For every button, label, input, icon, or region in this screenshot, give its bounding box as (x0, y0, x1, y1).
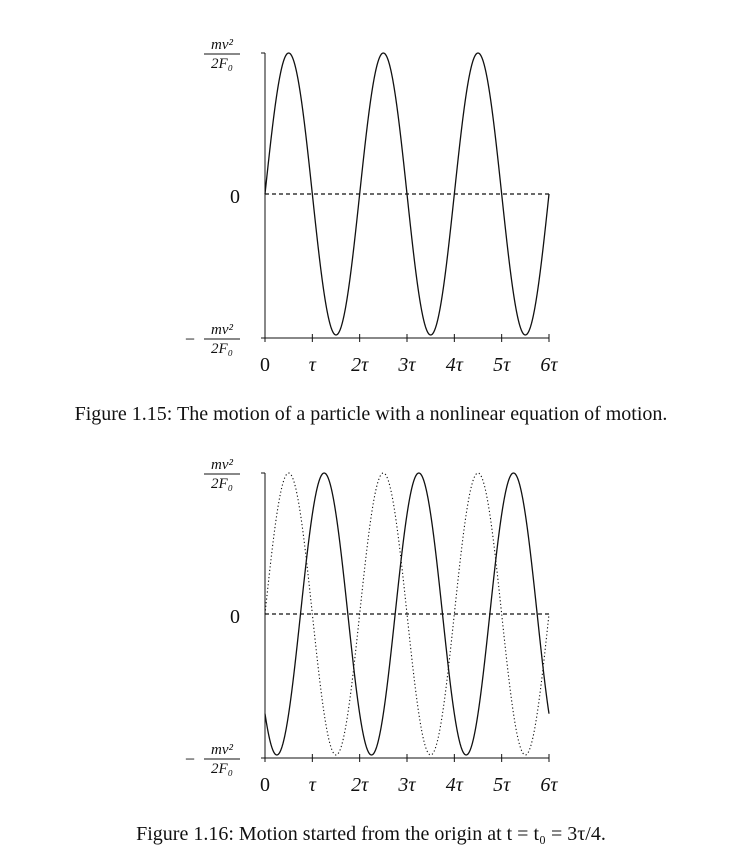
figure-1-15 (0, 20, 742, 380)
figure-1-16-caption: Figure 1.16: Motion started from the origin at t = t₀ = 3τ/4. (136, 823, 606, 845)
figure-1-16 (0, 440, 742, 800)
fig1-y-label-bottom-sign: − (184, 329, 196, 349)
fig2-y-label-zero: 0 (230, 606, 240, 628)
fig1-x-tick-label: 5τ (493, 354, 511, 376)
fig2-x-tick-label: 2τ (351, 774, 369, 796)
fig1-y-label-top-denominator: 2F₀ (211, 56, 233, 72)
fig2-x-tick-label: 0 (260, 774, 270, 796)
figure-1-15-caption: Figure 1.15: The motion of a particle with a nonlinear equation of motion. (74, 403, 668, 425)
fig2-y-label-top-numerator: mv² (211, 457, 233, 473)
fig2-x-tick-label: 4τ (445, 774, 463, 796)
fig1-x-tick-label: 0 (260, 354, 270, 376)
fig2-x-tick-label: 6τ (540, 774, 558, 796)
figure-1-15-plot (0, 20, 742, 380)
fig1-x-tick-label: 3τ (398, 354, 416, 376)
fig1-x-tick-label: τ (308, 354, 316, 376)
fig1-x-tick-label: 4τ (445, 354, 463, 376)
fig2-x-tick-label: τ (308, 774, 316, 796)
fig2-y-label-bottom-numerator: mv² (211, 742, 233, 758)
fig1-y-label-top-numerator: mv² (211, 37, 233, 53)
fig2-x-tick-label: 3τ (398, 774, 416, 796)
fig2-y-label-bottom-sign: − (184, 749, 196, 769)
fig1-y-label-zero: 0 (230, 186, 240, 208)
fig2-y-label-top-denominator: 2F₀ (211, 476, 233, 492)
fig1-x-tick-label: 6τ (540, 354, 558, 376)
fig1-y-label-bottom-numerator: mv² (211, 322, 233, 338)
fig2-x-tick-label: 5τ (493, 774, 511, 796)
fig1-y-label-bottom-denominator: 2F₀ (211, 341, 233, 357)
fig2-y-label-bottom-denominator: 2F₀ (211, 761, 233, 777)
fig1-x-tick-label: 2τ (351, 354, 369, 376)
figure-1-16-plot (0, 440, 742, 800)
